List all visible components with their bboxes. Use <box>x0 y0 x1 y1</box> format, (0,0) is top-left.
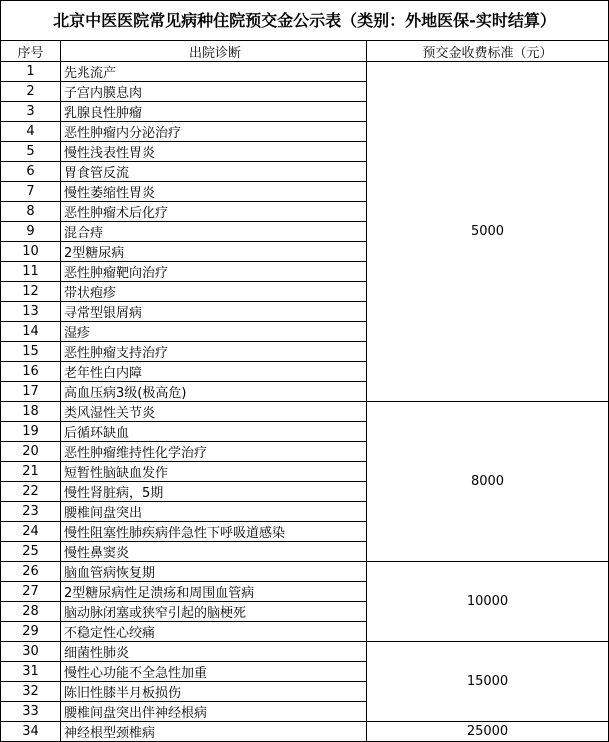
row-number-cell: 31 <box>1 662 61 682</box>
diagnosis-cell: 慢性肾脏病，5期 <box>61 482 367 502</box>
fee-table <box>0 40 609 742</box>
diagnosis-cell: 2型糖尿病 <box>61 242 367 262</box>
row-number-cell: 33 <box>1 702 61 722</box>
row-number-cell: 21 <box>1 462 61 482</box>
row-number-cell: 19 <box>1 422 61 442</box>
diagnosis-cell: 2型糖尿病性足溃疡和周围血管病 <box>61 582 367 602</box>
row-number-cell: 29 <box>1 622 61 642</box>
diagnosis-cell: 细菌性肺炎 <box>61 642 367 662</box>
row-number-cell: 4 <box>1 122 61 142</box>
row-number-cell: 6 <box>1 162 61 182</box>
diagnosis-cell: 神经根型颈椎病 <box>61 722 367 742</box>
header-fee: 预交金收费标准（元） <box>367 41 609 62</box>
table-row <box>1 642 609 662</box>
diagnosis-cell: 高血压病3级(极高危) <box>61 382 367 402</box>
row-number-cell: 22 <box>1 482 61 502</box>
row-number-cell: 20 <box>1 442 61 462</box>
row-number-cell: 3 <box>1 102 61 122</box>
diagnosis-cell: 慢性鼻窦炎 <box>61 542 367 562</box>
row-number-cell: 32 <box>1 682 61 702</box>
header-no: 序号 <box>1 41 61 62</box>
diagnosis-cell: 恶性肿瘤靶向治疗 <box>61 262 367 282</box>
diagnosis-cell: 恶性肿瘤维持性化学治疗 <box>61 442 367 462</box>
header-diagnosis: 出院诊断 <box>61 41 367 62</box>
fee-cell: 5000 <box>367 62 609 402</box>
row-number-cell: 8 <box>1 202 61 222</box>
page-title: 北京中医医院常见病种住院预交金公示表（类别：外地医保-实时结算） <box>0 0 609 40</box>
diagnosis-cell: 老年性白内障 <box>61 362 367 382</box>
diagnosis-cell: 慢性浅表性胃炎 <box>61 142 367 162</box>
row-number-cell: 7 <box>1 182 61 202</box>
fee-cell: 15000 <box>367 642 609 722</box>
row-number-cell: 17 <box>1 382 61 402</box>
diagnosis-cell: 慢性萎缩性胃炎 <box>61 182 367 202</box>
row-number-cell: 28 <box>1 602 61 622</box>
table-row <box>1 62 609 82</box>
table-row <box>1 402 609 422</box>
row-number-cell: 30 <box>1 642 61 662</box>
diagnosis-cell: 短暂性脑缺血发作 <box>61 462 367 482</box>
fee-cell: 25000 <box>367 722 609 742</box>
row-number-cell: 13 <box>1 302 61 322</box>
diagnosis-cell: 恶性肿瘤术后化疗 <box>61 202 367 222</box>
diagnosis-cell: 乳腺良性肿瘤 <box>61 102 367 122</box>
row-number-cell: 26 <box>1 562 61 582</box>
diagnosis-cell: 脑血管病恢复期 <box>61 562 367 582</box>
row-number-cell: 15 <box>1 342 61 362</box>
diagnosis-cell: 陈旧性膝半月板损伤 <box>61 682 367 702</box>
diagnosis-cell: 带状疱疹 <box>61 282 367 302</box>
diagnosis-cell: 慢性阻塞性肺疾病伴急性下呼吸道感染 <box>61 522 367 542</box>
row-number-cell: 25 <box>1 542 61 562</box>
row-number-cell: 10 <box>1 242 61 262</box>
fee-cell: 8000 <box>367 402 609 562</box>
row-number-cell: 16 <box>1 362 61 382</box>
diagnosis-cell: 腰椎间盘突出 <box>61 502 367 522</box>
fee-cell: 10000 <box>367 562 609 642</box>
diagnosis-cell: 湿疹 <box>61 322 367 342</box>
table-header-row <box>1 41 609 62</box>
row-number-cell: 24 <box>1 522 61 542</box>
diagnosis-cell: 寻常型银屑病 <box>61 302 367 322</box>
diagnosis-cell: 混合痔 <box>61 222 367 242</box>
diagnosis-cell: 类风湿性关节炎 <box>61 402 367 422</box>
diagnosis-cell: 胃食管反流 <box>61 162 367 182</box>
row-number-cell: 18 <box>1 402 61 422</box>
row-number-cell: 2 <box>1 82 61 102</box>
diagnosis-cell: 后循环缺血 <box>61 422 367 442</box>
diagnosis-cell: 恶性肿瘤支持治疗 <box>61 342 367 362</box>
row-number-cell: 12 <box>1 282 61 302</box>
row-number-cell: 1 <box>1 62 61 82</box>
row-number-cell: 14 <box>1 322 61 342</box>
diagnosis-cell: 先兆流产 <box>61 62 367 82</box>
diagnosis-cell: 腰椎间盘突出伴神经根病 <box>61 702 367 722</box>
row-number-cell: 5 <box>1 142 61 162</box>
diagnosis-cell: 慢性心功能不全急性加重 <box>61 662 367 682</box>
row-number-cell: 27 <box>1 582 61 602</box>
diagnosis-cell: 不稳定性心绞痛 <box>61 622 367 642</box>
row-number-cell: 34 <box>1 722 61 742</box>
table-body <box>1 62 609 742</box>
row-number-cell: 9 <box>1 222 61 242</box>
table-row <box>1 562 609 582</box>
diagnosis-cell: 恶性肿瘤内分泌治疗 <box>61 122 367 142</box>
row-number-cell: 11 <box>1 262 61 282</box>
diagnosis-cell: 脑动脉闭塞或狭窄引起的脑梗死 <box>61 602 367 622</box>
row-number-cell: 23 <box>1 502 61 522</box>
table-row <box>1 722 609 742</box>
diagnosis-cell: 子宫内膜息肉 <box>61 82 367 102</box>
